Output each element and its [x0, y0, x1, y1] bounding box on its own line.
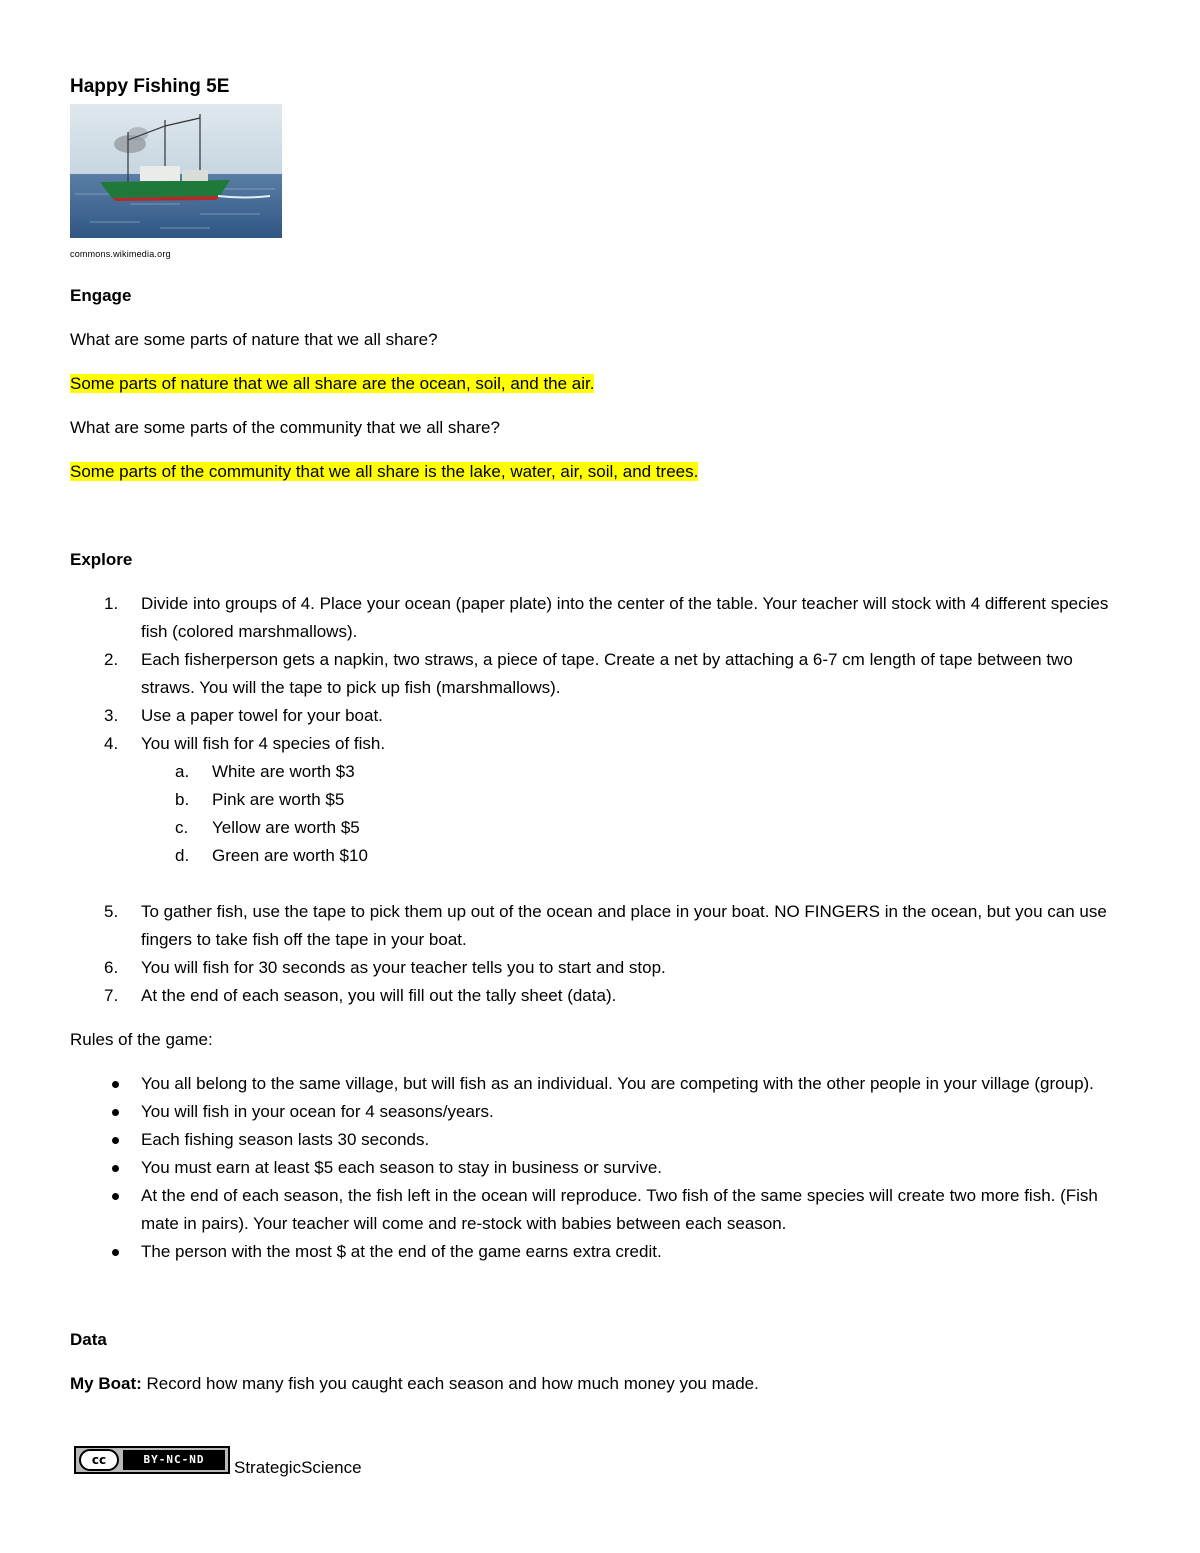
explore-steps-list: [70, 590, 1130, 758]
list-item: 1. Divide into groups of 4. Place your ocean (paper plate) into the center of the table. Your teacher will stock with 4 different species fish (colored marshmallows).: [104, 594, 1109, 641]
list-item: 5. To gather fish, use the tape to pick them up out of the ocean and place in your boat. NO FINGERS in the ocean, but you can use fingers to take fish off the tape in your boat.: [104, 902, 1107, 949]
list-item: c. Yellow are worth $5: [175, 818, 360, 837]
explore-heading: Explore: [70, 550, 133, 569]
list-item: You must earn at least $5 each season to stay in business or survive.: [70, 1154, 1130, 1182]
rules-list: [70, 1070, 1130, 1266]
license-footer: [74, 1446, 362, 1477]
rules-heading: Rules of the game:: [70, 1030, 213, 1049]
data-heading: Data: [70, 1330, 107, 1349]
fishing-boat-photo: [70, 104, 282, 238]
bullet-icon: [112, 1193, 119, 1200]
species-list: [70, 758, 1130, 870]
photo-credit: commons.wikimedia.org: [70, 249, 171, 259]
list-item: d. Green are worth $10: [175, 846, 368, 865]
engage-answer-1: Some parts of nature that we all share are the ocean, soil, and the air.: [70, 374, 595, 393]
list-item: At the end of each season, the fish left in the ocean will reproduce. Two fish of the same species will create two more fish. (Fish mate in pairs). Your teacher will come and re-stock with babies between each season.: [70, 1182, 1130, 1238]
bullet-icon: [112, 1081, 119, 1088]
cc-license-badge: [74, 1446, 230, 1474]
engage-question-2: What are some parts of the community that we all share?: [70, 418, 500, 437]
my-boat-label: My Boat:: [70, 1374, 142, 1393]
bullet-icon: [112, 1137, 119, 1144]
explore-steps-list-continued: [70, 898, 1130, 1010]
list-item: The person with the most $ at the end of the game earns extra credit.: [70, 1238, 1130, 1266]
bullet-icon: [112, 1249, 119, 1256]
list-item: 7. At the end of each season, you will fill out the tally sheet (data).: [104, 986, 617, 1005]
page-title: Happy Fishing 5E: [70, 76, 230, 97]
list-item: b. Pink are worth $5: [175, 790, 345, 809]
list-item: 6. You will fish for 30 seconds as your teacher tells you to start and stop.: [104, 958, 666, 977]
my-boat-instructions: My Boat: Record how many fish you caught each season and how much money you made.: [70, 1374, 759, 1393]
list-item: Each fishing season lasts 30 seconds.: [70, 1126, 1130, 1154]
cc-terms: BY-NC-ND: [123, 1450, 225, 1470]
list-item: a. White are worth $3: [175, 762, 355, 781]
list-item: 2. Each fisherperson gets a napkin, two straws, a piece of tape. Create a net by attaching a 6-7 cm length of tape between two straws. You will the tape to pick up fish (marshmallows).: [104, 650, 1073, 697]
engage-heading: Engage: [70, 286, 132, 305]
engage-answer-2: Some parts of the community that we all share is the lake, water, air, soil, and trees.: [70, 462, 699, 481]
list-item: 4. You will fish for 4 species of fish.: [104, 734, 386, 753]
engage-question-1: What are some parts of nature that we all share?: [70, 330, 438, 349]
list-item: You will fish in your ocean for 4 seasons/years.: [70, 1098, 1130, 1126]
document-page: [70, 72, 1130, 1398]
footer-label: StrategicScience: [234, 1458, 362, 1477]
list-item: You all belong to the same village, but will fish as an individual. You are competing with the other people in your village (group).: [70, 1070, 1130, 1098]
bullet-icon: [112, 1109, 119, 1116]
bullet-icon: [112, 1165, 119, 1172]
list-item: 3. Use a paper towel for your boat.: [104, 706, 383, 725]
cc-logo-icon: cc: [79, 1449, 119, 1471]
